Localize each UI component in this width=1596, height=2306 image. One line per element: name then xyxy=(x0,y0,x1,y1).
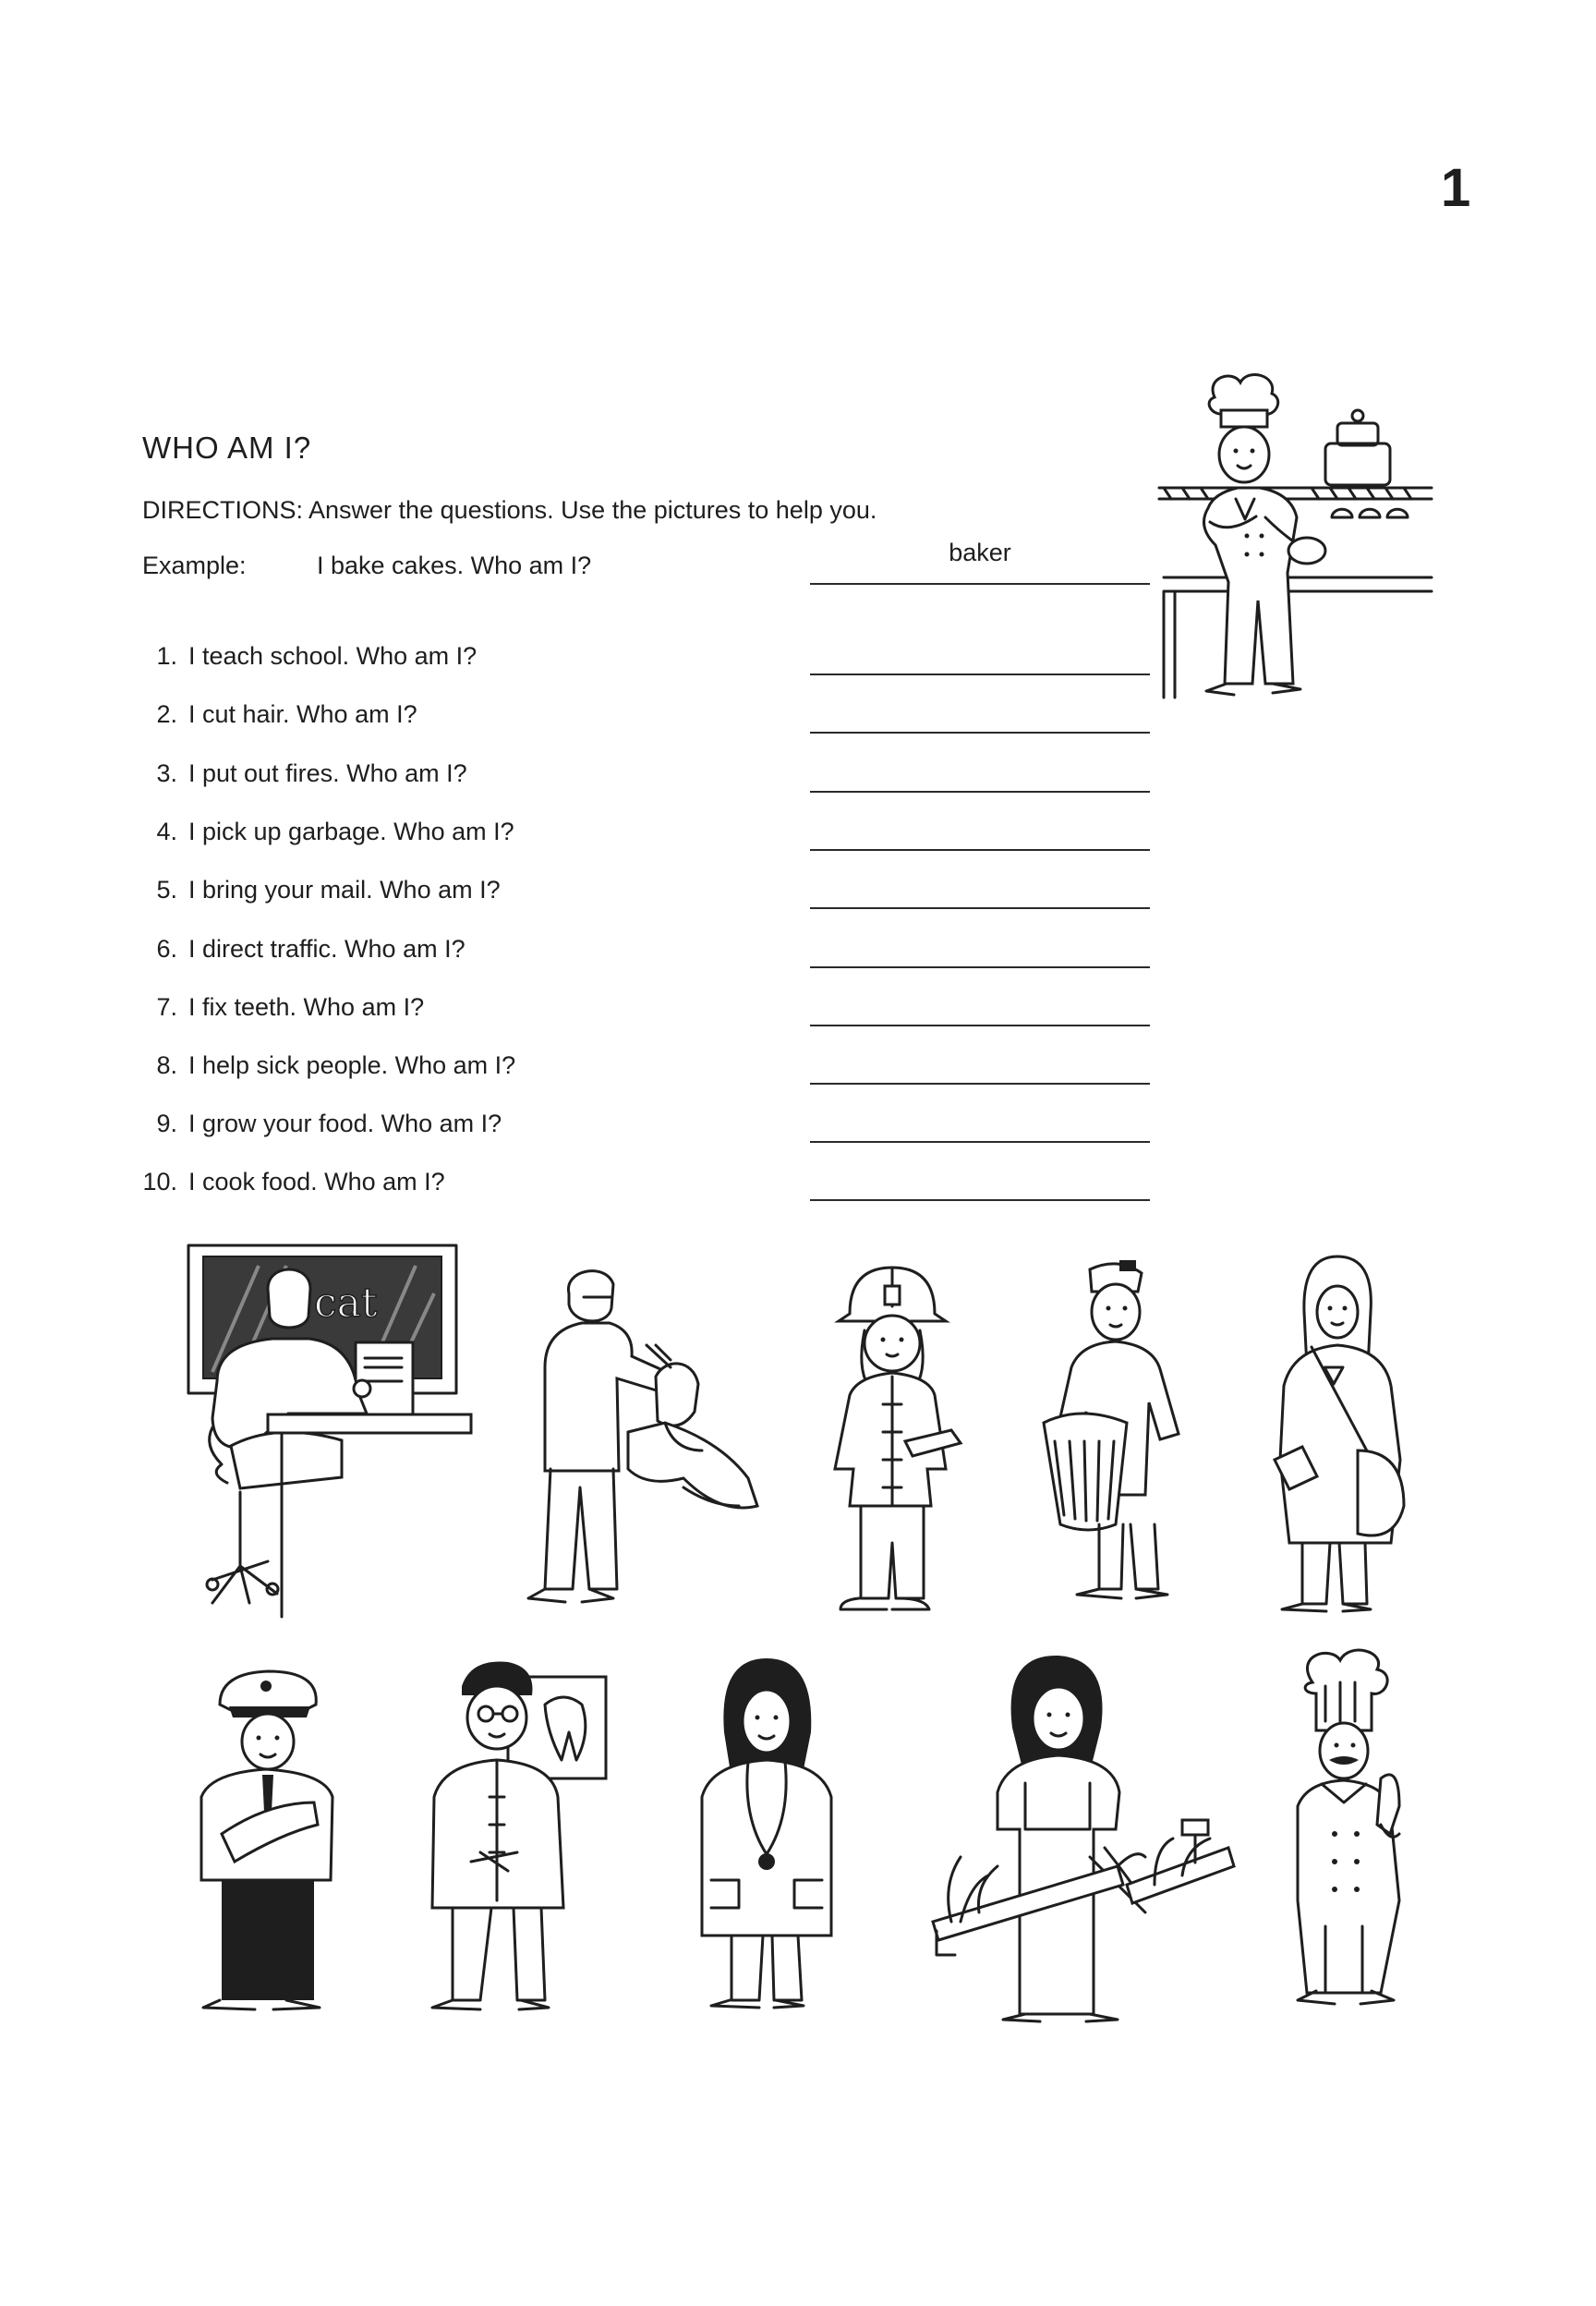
example-label: Example: xyxy=(142,552,247,579)
question-text: I bring your mail. Who am I? xyxy=(188,876,501,904)
question-number: 9. xyxy=(156,1110,177,1137)
question-number: 2. xyxy=(156,700,177,728)
answer-line[interactable] xyxy=(810,732,1150,734)
police-officer-icon xyxy=(185,1658,342,2023)
question-number: 7. xyxy=(156,993,177,1021)
answer-line[interactable] xyxy=(810,1083,1150,1085)
question-row xyxy=(0,1110,1596,1154)
worksheet-title: WHO AM I? xyxy=(142,431,312,465)
blackboard-word: cat xyxy=(314,1280,378,1327)
garbage-collector-icon xyxy=(1034,1256,1191,1617)
question-text: I put out fires. Who am I? xyxy=(188,759,467,787)
doctor-icon xyxy=(683,1658,850,2023)
question-text: I cut hair. Who am I? xyxy=(188,700,417,728)
question-number: 10. xyxy=(142,1168,177,1195)
example-answer: baker xyxy=(949,539,1011,566)
directions-text: DIRECTIONS: Answer the questions. Use the pictures to help you. xyxy=(142,496,877,524)
question-text: I fix teeth. Who am I? xyxy=(188,993,425,1021)
question-number: 4. xyxy=(156,818,177,845)
firefighter-icon xyxy=(813,1266,970,1617)
question-number: 3. xyxy=(156,759,177,787)
question-number: 5. xyxy=(156,876,177,904)
question-row xyxy=(0,700,1596,745)
question-text: I direct traffic. Who am I? xyxy=(188,935,466,963)
question-row xyxy=(0,993,1596,1038)
question-text: I pick up garbage. Who am I? xyxy=(188,818,514,845)
answer-line[interactable] xyxy=(810,791,1150,793)
question-number: 8. xyxy=(156,1051,177,1079)
question-number: 6. xyxy=(156,935,177,963)
example-question: I bake cakes. Who am I? xyxy=(317,552,592,579)
example-answer-line xyxy=(810,583,1150,585)
answer-line[interactable] xyxy=(810,1025,1150,1026)
mail-carrier-icon xyxy=(1256,1256,1413,1617)
question-text: I cook food. Who am I? xyxy=(188,1168,445,1195)
question-row xyxy=(0,876,1596,920)
barber-icon xyxy=(517,1256,757,1617)
answer-line[interactable] xyxy=(810,849,1150,851)
question-row xyxy=(0,759,1596,804)
dentist-icon xyxy=(425,1658,610,2023)
question-row xyxy=(0,1051,1596,1096)
cook-icon xyxy=(1279,1649,1418,2028)
question-row xyxy=(0,1168,1596,1212)
answer-line[interactable] xyxy=(810,966,1150,968)
teacher-icon xyxy=(157,1243,471,1621)
answer-line[interactable] xyxy=(810,1141,1150,1143)
question-text: I teach school. Who am I? xyxy=(188,642,478,670)
question-text: I grow your food. Who am I? xyxy=(188,1110,502,1137)
answer-line[interactable] xyxy=(810,1199,1150,1201)
question-text: I help sick people. Who am I? xyxy=(188,1051,516,1079)
baker-icon xyxy=(1155,370,1441,702)
question-row xyxy=(0,935,1596,979)
answer-line[interactable] xyxy=(810,907,1150,909)
farmer-icon xyxy=(924,1654,1238,2023)
answer-line[interactable] xyxy=(810,674,1150,675)
page-number: 1 xyxy=(1441,158,1471,218)
question-row xyxy=(0,818,1596,862)
question-number: 1. xyxy=(156,642,177,670)
